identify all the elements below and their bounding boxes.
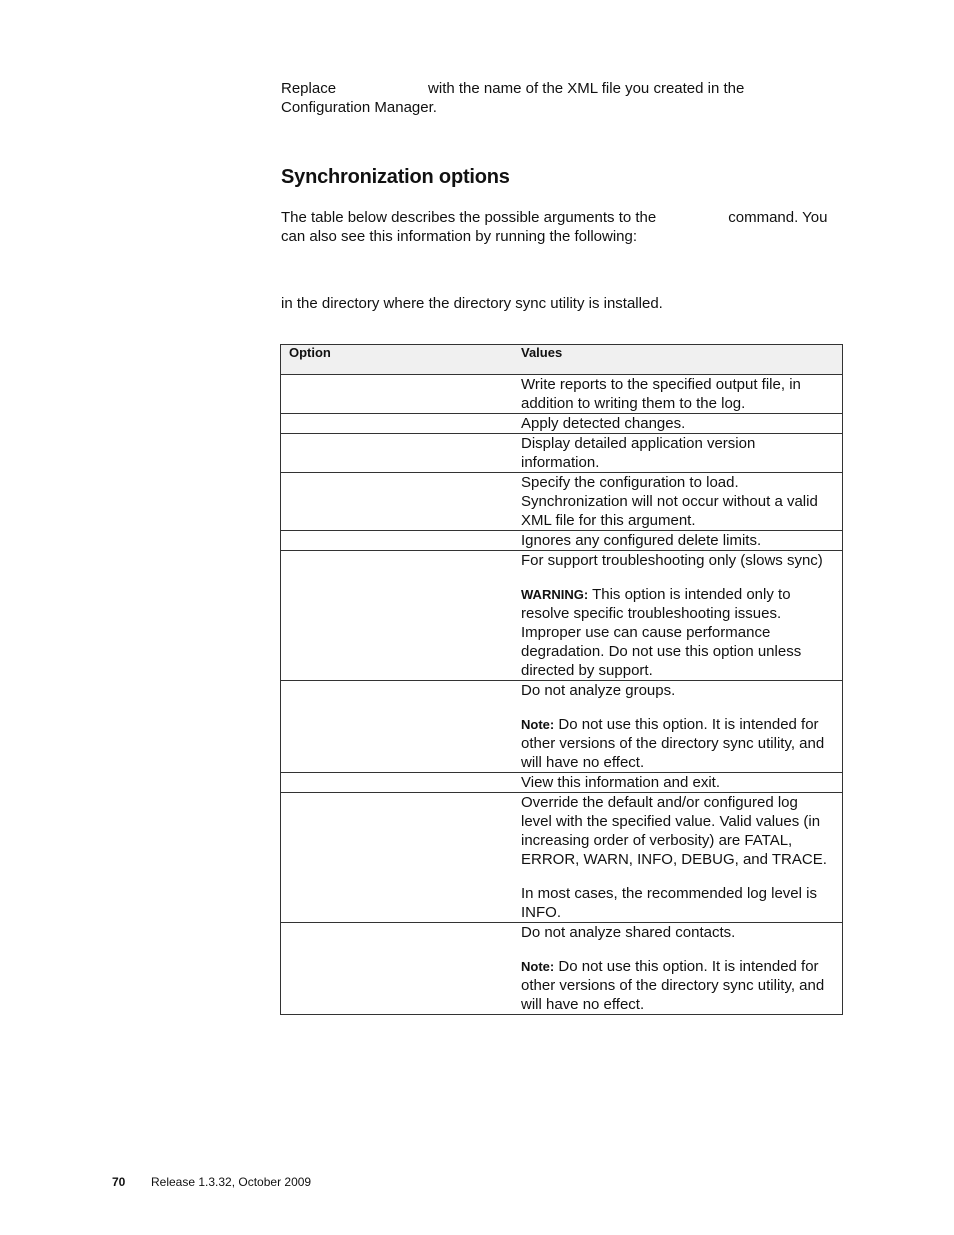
table-row (281, 773, 843, 793)
values-text: Override the default and/or configured log level with the specified value. Valid values (in increasing order of verbosity) are FATAL, ERROR, WARN, INFO, DEBUG, and TRACE. (521, 794, 827, 868)
values-text: Display detailed application version information. (521, 435, 756, 471)
values-text: Do not analyze groups. (521, 682, 676, 699)
values-text: Apply detected changes. (521, 415, 686, 432)
table-row (281, 473, 843, 531)
page-number: 70 (112, 1175, 126, 1189)
values-cell (513, 923, 843, 1015)
values-cell (513, 551, 843, 681)
values-text: Write reports to the specified output file, in addition to writing them to the log. (521, 376, 801, 412)
note-text: Do not use this option. It is intended for other versions of the directory sync utility, and will have no effect. (521, 716, 825, 771)
description-part-2: command. You can also see this information by running the following: (281, 209, 828, 245)
values-cell (513, 473, 843, 531)
table-row (281, 551, 843, 681)
values-text: Ignores any configured delete limits. (521, 532, 762, 549)
option-cell (281, 375, 514, 414)
table-header-row (281, 345, 843, 375)
warning-paragraph (521, 585, 832, 680)
option-cell (281, 773, 514, 793)
values-text: In most cases, the recommended log level is INFO. (521, 885, 817, 921)
note-paragraph (521, 715, 832, 772)
values-cell (513, 434, 843, 473)
values-cell (513, 375, 843, 414)
note-paragraph (521, 957, 832, 1014)
values-cell (513, 531, 843, 551)
directory-note: in the directory where the directory sync utility is installed. (281, 295, 663, 312)
option-cell (281, 793, 514, 923)
values-cell (513, 681, 843, 773)
values-text: View this information and exit. (521, 774, 720, 791)
warning-label: WARNING: (521, 587, 589, 602)
option-cell (281, 551, 514, 681)
description-part-1: The table below describes the possible arguments to the (281, 209, 657, 226)
table-row (281, 531, 843, 551)
values-cell (513, 414, 843, 434)
table-row (281, 681, 843, 773)
note-text: Do not use this option. It is intended for other versions of the directory sync utility, and will have no effect. (521, 958, 825, 1013)
option-cell (281, 434, 514, 473)
values-cell (513, 773, 843, 793)
intro-paragraph (281, 79, 781, 117)
intro-replace-rest: with the name of the XML file you created in the Configuration Manager. (281, 80, 745, 116)
section-heading: Synchronization options (281, 166, 510, 188)
table-row (281, 793, 843, 923)
option-cell (281, 473, 514, 531)
option-cell (281, 531, 514, 551)
table-row (281, 434, 843, 473)
values-cell (513, 793, 843, 923)
header-values: Values (513, 345, 843, 375)
header-option: Option (281, 345, 514, 375)
table-row (281, 923, 843, 1015)
option-cell (281, 414, 514, 434)
section-description (281, 208, 841, 246)
warning-text: This option is intended only to resolve specific troubleshooting issues. Improper use can cause performance degradation. Do not use this option unless directed by support. (521, 586, 802, 679)
option-cell (281, 681, 514, 773)
table-row (281, 375, 843, 414)
note-label: Note: (521, 717, 555, 732)
options-table (280, 344, 843, 1015)
values-text: For support troubleshooting only (slows sync) (521, 552, 823, 569)
table-row (281, 414, 843, 434)
release-info: Release 1.3.32, October 2009 (151, 1175, 312, 1189)
values-text: Specify the configuration to load. Synchronization will not occur without a valid XML file for this argument. (521, 474, 818, 529)
option-cell (281, 923, 514, 1015)
values-text: Do not analyze shared contacts. (521, 924, 736, 941)
intro-replace-word: Replace (281, 80, 337, 97)
note-label: Note: (521, 959, 555, 974)
